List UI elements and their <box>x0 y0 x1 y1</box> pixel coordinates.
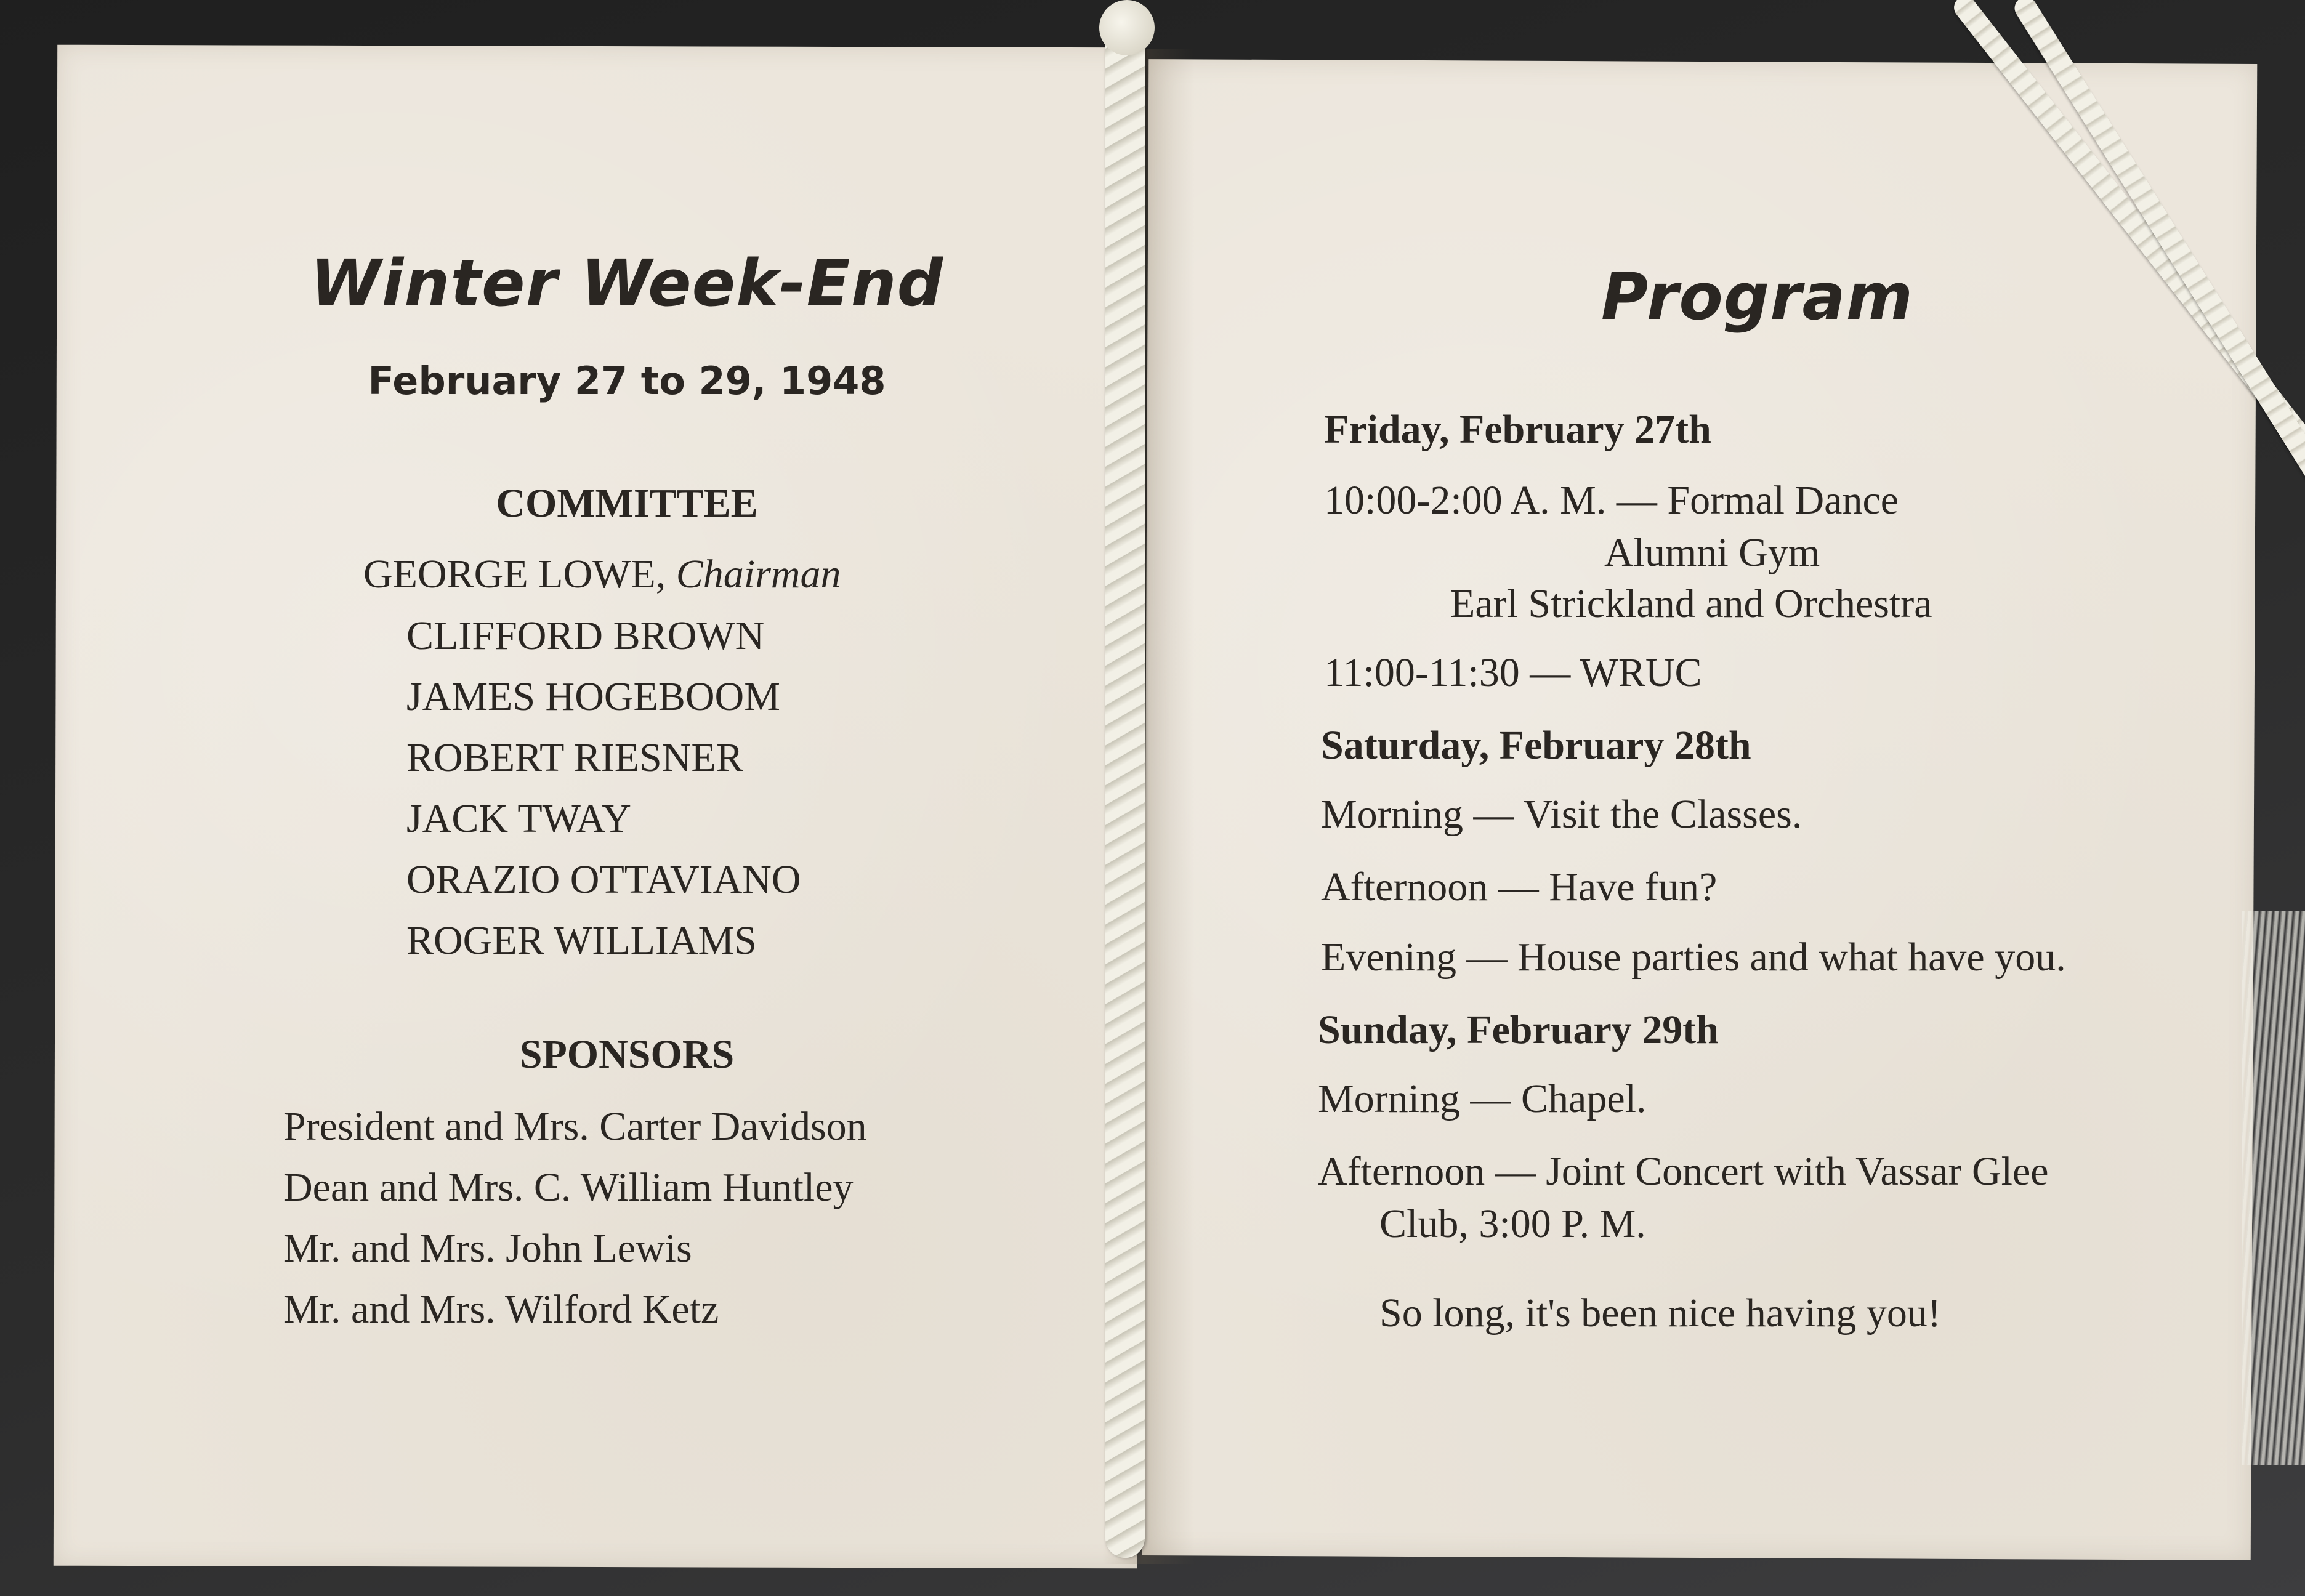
chairman-role: Chairman <box>676 552 841 597</box>
sponsor: Mr. and Mrs. Wilford Ketz <box>283 1287 719 1332</box>
committee-member: JAMES HOGEBOOM <box>406 674 780 719</box>
saturday-heading: Saturday, February 28th <box>1321 723 1751 768</box>
program-line: 11:00-11:30 — WRUC <box>1324 650 1702 695</box>
event-dates: February 27 to 29, 1948 <box>368 358 886 403</box>
friday-heading: Friday, February 27th <box>1324 407 1711 452</box>
program-line: Morning — Chapel. <box>1318 1076 1647 1121</box>
committee-member: CLIFFORD BROWN <box>406 613 765 658</box>
program-line: 10:00-2:00 A. M. — Formal Dance <box>1324 478 1899 523</box>
committee-member: JACK TWAY <box>406 796 631 841</box>
program-line: Alumni Gym <box>1604 530 1820 575</box>
event-title: Winter Week-End <box>310 246 944 321</box>
committee-member: ORAZIO OTTAVIANO <box>406 857 801 902</box>
sponsor: Dean and Mrs. C. William Huntley <box>283 1165 854 1210</box>
binding-cord <box>1105 18 1145 1558</box>
sponsor: Mr. and Mrs. John Lewis <box>283 1226 692 1271</box>
tassel-fringe <box>2242 911 2305 1465</box>
program-line: Club, 3:00 P. M. <box>1379 1201 1646 1246</box>
program-line: Evening — House parties and what have you. <box>1321 935 2066 980</box>
program-line: Morning — Visit the Classes. <box>1321 792 1802 837</box>
program-line: Afternoon — Have fun? <box>1321 864 1718 909</box>
committee-member: ROGER WILLIAMS <box>406 918 757 963</box>
committee-heading: COMMITTEE <box>496 481 758 526</box>
program-line: Afternoon — Joint Concert with Vassar Glee <box>1318 1149 2049 1194</box>
closing-line: So long, it's been nice having you! <box>1379 1291 1941 1336</box>
program-title: Program <box>1601 259 1914 334</box>
program-line: Earl Strickland and Orchestra <box>1450 581 1932 626</box>
sponsors-heading: SPONSORS <box>519 1032 735 1077</box>
committee-member: ROBERT RIESNER <box>406 735 743 780</box>
chairman-name: GEORGE LOWE, <box>363 552 666 597</box>
sponsor: President and Mrs. Carter Davidson <box>283 1104 867 1149</box>
cord-knot <box>1099 0 1155 55</box>
committee-chairman <box>363 554 841 595</box>
sunday-heading: Sunday, February 29th <box>1318 1007 1719 1052</box>
